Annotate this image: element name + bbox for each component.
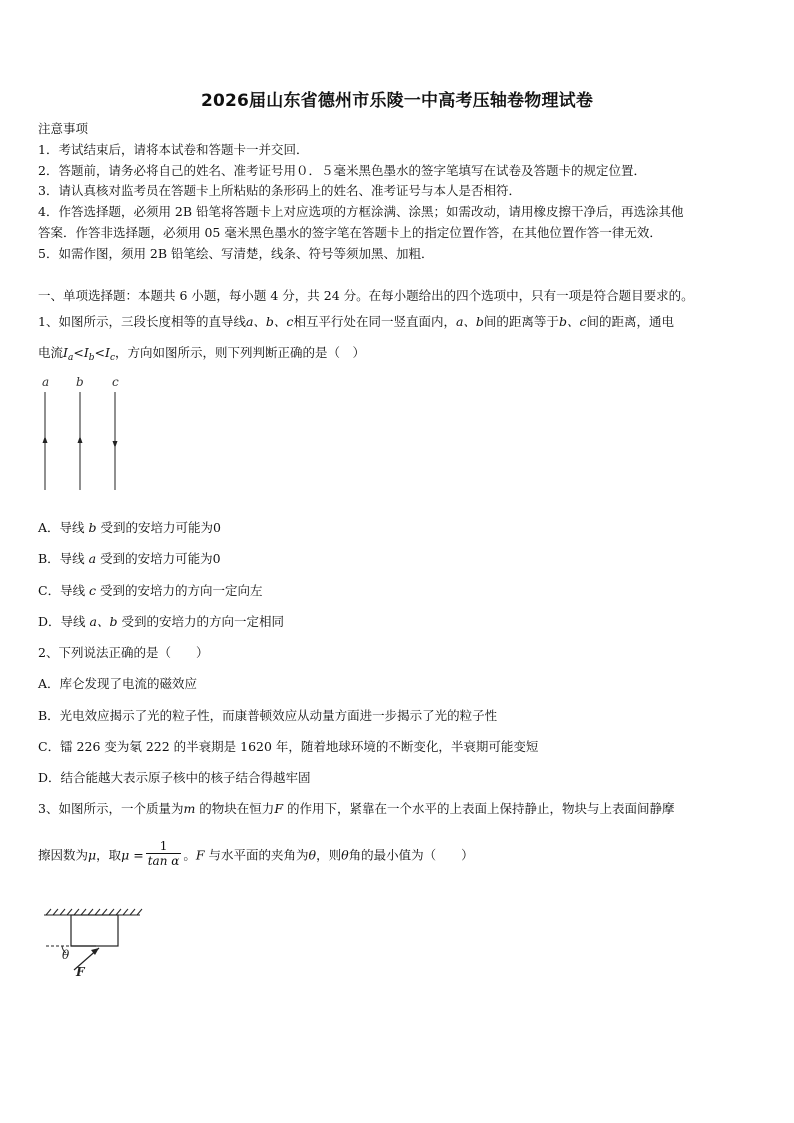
wire-label-b: b: [76, 375, 84, 389]
notice-heading: 注意事项: [38, 121, 89, 136]
q1-stem-line1: 1、如图所示，三段长度相等的直导线a、b、c相互平行处在同一竖直面内，a、b间的距离等于b、c间的距离，通电: [38, 314, 674, 329]
q2-option-b: B．光电效应揭示了光的粒子性，而康普顿效应从动量方面进一步揭示了光的粒子性: [38, 708, 498, 723]
q2-option-c: C．镭 226 变为氡 222 的半衰期是 1620 年，随着地球环境的不断变化，半衰期可能变短: [38, 739, 539, 754]
q1-option-c: C．导线 c 受到的安培力的方向一定向左: [38, 583, 263, 598]
theta-label: θ: [62, 948, 70, 962]
wire-label-c: c: [112, 375, 119, 389]
block: [71, 915, 118, 946]
q1-option-b: B．导线 a 受到的安培力可能为0: [38, 551, 221, 566]
wire-b-arrow-up: [78, 436, 83, 443]
notice-item: 4．作答选择题，必须用 2B 铅笔将答题卡上对应选项的方框涂满、涂黑；如需改动，请用橡皮擦干净后，再选涂其他: [38, 204, 684, 219]
q2-option-a: A．库仑发现了电流的磁效应: [38, 676, 198, 691]
q1-stem-line2: 电流$I_a<I_b<I_c$，方向如图所示，则下列判断正确的是（ ）: [38, 345, 366, 363]
q1-wires-diagram: [34, 372, 134, 494]
notice-item: 5．如需作图，须用 2B 铅笔绘、写清楚，线条、符号等须加黑、加粗．: [38, 246, 434, 261]
q3-block-diagram: [40, 905, 150, 980]
notice-item: 3．请认真核对监考员在答题卡上所粘贴的条形码上的姓名、准考证号与本人是否相符．: [38, 183, 521, 198]
q3-stem-line2: 擦因数为μ，取μ = $\frac{1}{\text{tan α}}$ 。F 与水平面的夹角为θ，则θ角的最小值为（ ）: [38, 839, 474, 868]
q3-stem-line1: 3、如图所示，一个质量为m 的物块在恒力F 的作用下，紧靠在一个水平的上表面上保持静止，物块与上表面间静摩: [38, 801, 675, 816]
wire-label-a: a: [42, 375, 50, 389]
force-label: F: [76, 965, 85, 979]
notice-item: 2．答题前，请务必将自己的姓名、准考证号用０．５毫米黑色墨水的签字笔填写在试卷及答题卡的规定位置．: [38, 163, 646, 178]
page-title: 2026届山东省德州市乐陵一中高考压轴卷物理试卷: [200, 91, 594, 111]
section-heading: 一、单项选择题：本题共 6 小题，每小题 4 分，共 24 分。在每小题给出的四个选项中，只有一项是符合题目要求的。: [38, 288, 694, 303]
wire-a-arrow-up: [43, 436, 48, 443]
q2-option-d: D．结合能越大表示原子核中的核子结合得越牢固: [38, 770, 311, 785]
notice-item: 1．考试结束后，请将本试卷和答题卡一并交回．: [38, 142, 309, 157]
notice-item: 答案．作答非选择题，必须用 05 毫米黑色墨水的签字笔在答题卡上的指定位置作答，在其他位置作答一律无效．: [38, 225, 662, 240]
q1-option-a: A．导线 b 受到的安培力可能为0: [38, 520, 221, 535]
q2-stem: 2、下列说法正确的是（ ）: [38, 645, 209, 660]
wire-c-arrow-down: [113, 441, 118, 448]
q3-fraction: $\frac{1}{\text{tan α}}$: [147, 839, 180, 868]
q1-option-d: D．导线 a、b 受到的安培力的方向一定相同: [38, 614, 284, 629]
ceiling-hatching: [44, 909, 142, 915]
